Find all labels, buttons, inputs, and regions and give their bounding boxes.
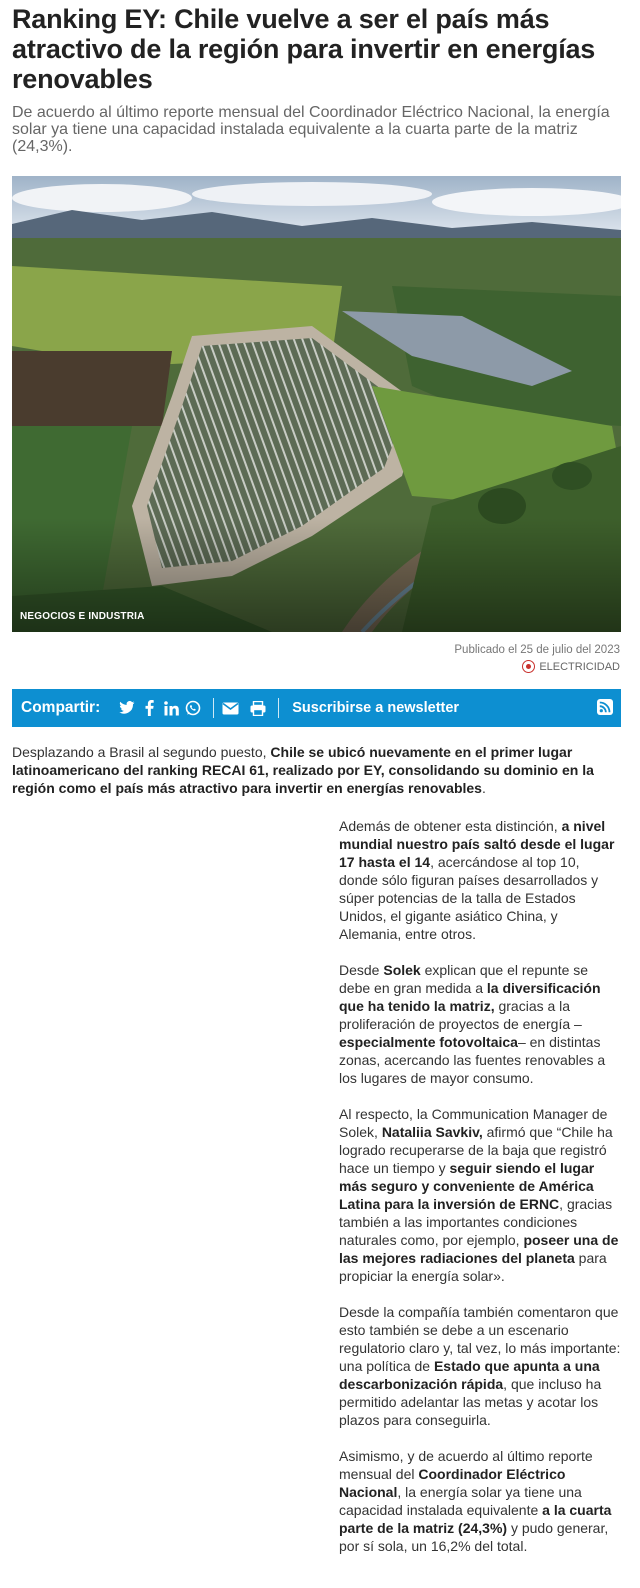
text: y pudo generar, por sí sola, un 16,2% del total. xyxy=(339,1520,609,1554)
twitter-icon[interactable] xyxy=(118,699,136,717)
bold-text: Coordinador Eléctrico Nacional xyxy=(339,1466,566,1500)
whatsapp-icon[interactable] xyxy=(184,699,202,717)
text: para propiciar la energía solar». xyxy=(339,1250,607,1284)
image-category-tag[interactable]: NEGOCIOS E INDUSTRIA xyxy=(20,611,145,622)
lead-bold: Chile se ubicó nuevamente en el primer lugar latinoamericano del ranking RECAI 61, realizado por EY, consolidando su dominio en la región como el país más atractivo para invertir en energías renovables xyxy=(12,744,594,796)
bold-text: Solek xyxy=(383,962,421,978)
text: afirmó que “Chile ha logrado recuperarse de la baja que registró hace un tiempo y xyxy=(339,1124,613,1176)
article-subtitle: De acuerdo al último reporte mensual del Coordinador Eléctrico Nacional, la energía solar ya tiene una capacidad instalada equivalente a la cuarta parte de la matriz (24,3%). xyxy=(12,104,610,155)
text: – en distintas zonas, acercando las fuentes renovables a los lugares de mayor consumo. xyxy=(339,1034,606,1086)
bold-text: poseer una de las mejores radiaciones del planeta xyxy=(339,1232,619,1266)
text: Además de obtener esta distinción, xyxy=(339,818,562,834)
linkedin-icon[interactable] xyxy=(162,699,180,717)
text: Desde la compañía también comentaron que esto también se debe a un escenario regulatorio claro y, tal vez, lo más importante: una política de xyxy=(339,1304,621,1374)
share-label: Compartir: xyxy=(21,699,101,716)
body-paragraph-4 xyxy=(339,1303,622,1429)
print-icon[interactable] xyxy=(249,699,267,717)
body-paragraph-3 xyxy=(339,1105,622,1285)
publish-date: Publicado el 25 de julio del 2023 xyxy=(454,644,620,656)
share-divider xyxy=(278,698,279,718)
bold-text: Estado que apunta a una descarbonización rápida xyxy=(339,1358,600,1392)
text: explican que el repunte se debe en gran medida a xyxy=(339,962,589,996)
lead-text: Desplazando a Brasil al segundo puesto, xyxy=(12,744,271,760)
text: Desde xyxy=(339,962,384,978)
text: , acercándose al top 10, donde sólo figuran países desarrollados y súper potencias de la talla de Estados Unidos, el gigante asiático China, y Alemania, entre otros. xyxy=(339,854,599,942)
bold-text: a la cuarta parte de la matriz (24,3%) xyxy=(339,1502,612,1536)
bold-text: seguir siendo el lugar más seguro y conveniente de América Latina para la inversión de ERNC xyxy=(339,1160,595,1212)
body-paragraph-2 xyxy=(339,961,622,1087)
lead-text-end: . xyxy=(481,780,486,796)
rss-icon[interactable] xyxy=(597,699,613,715)
email-icon[interactable] xyxy=(221,699,239,717)
body-paragraph-5 xyxy=(339,1447,622,1555)
text: gracias a la proliferación de proyectos de energía – xyxy=(339,998,582,1032)
bold-text: especialmente fotovoltaica xyxy=(339,1034,518,1050)
text: , la energía solar ya tiene una capacidad instalada equivalente xyxy=(339,1484,582,1518)
category-label[interactable] xyxy=(522,660,620,673)
aerial-solar-farm-photo xyxy=(12,176,621,632)
text: , que incluso ha permitido adelantar las metas y acotar los plazos para conseguirla. xyxy=(339,1376,602,1428)
text: Al respecto, la Communication Manager de Solek, xyxy=(339,1106,608,1140)
bold-text: Nataliia Savkiv, xyxy=(381,1124,483,1140)
article-lead xyxy=(12,743,622,797)
facebook-icon[interactable] xyxy=(140,699,158,717)
text: , gracias también a las importantes condiciones naturales como, por ejemplo, xyxy=(339,1196,613,1248)
bold-text: a nivel mundial nuestro país saltó desde el lugar 17 hasta el 14 xyxy=(339,818,615,870)
bold-text: la diversificación que ha tenido la matriz, xyxy=(339,980,601,1014)
share-divider xyxy=(213,698,214,718)
body-paragraph-1 xyxy=(339,817,622,943)
hero-image[interactable] xyxy=(12,176,621,632)
category-dot-icon xyxy=(522,660,535,673)
text: Asimismo, y de acuerdo al último reporte mensual del xyxy=(339,1448,593,1482)
article-title: Ranking EY: Chile vuelve a ser el país más atractivo de la región para invertir en energías renovables xyxy=(12,4,596,94)
newsletter-link[interactable]: Suscribirse a newsletter xyxy=(292,700,460,716)
category-text: ELECTRICIDAD xyxy=(539,660,620,673)
share-bar xyxy=(12,689,621,727)
